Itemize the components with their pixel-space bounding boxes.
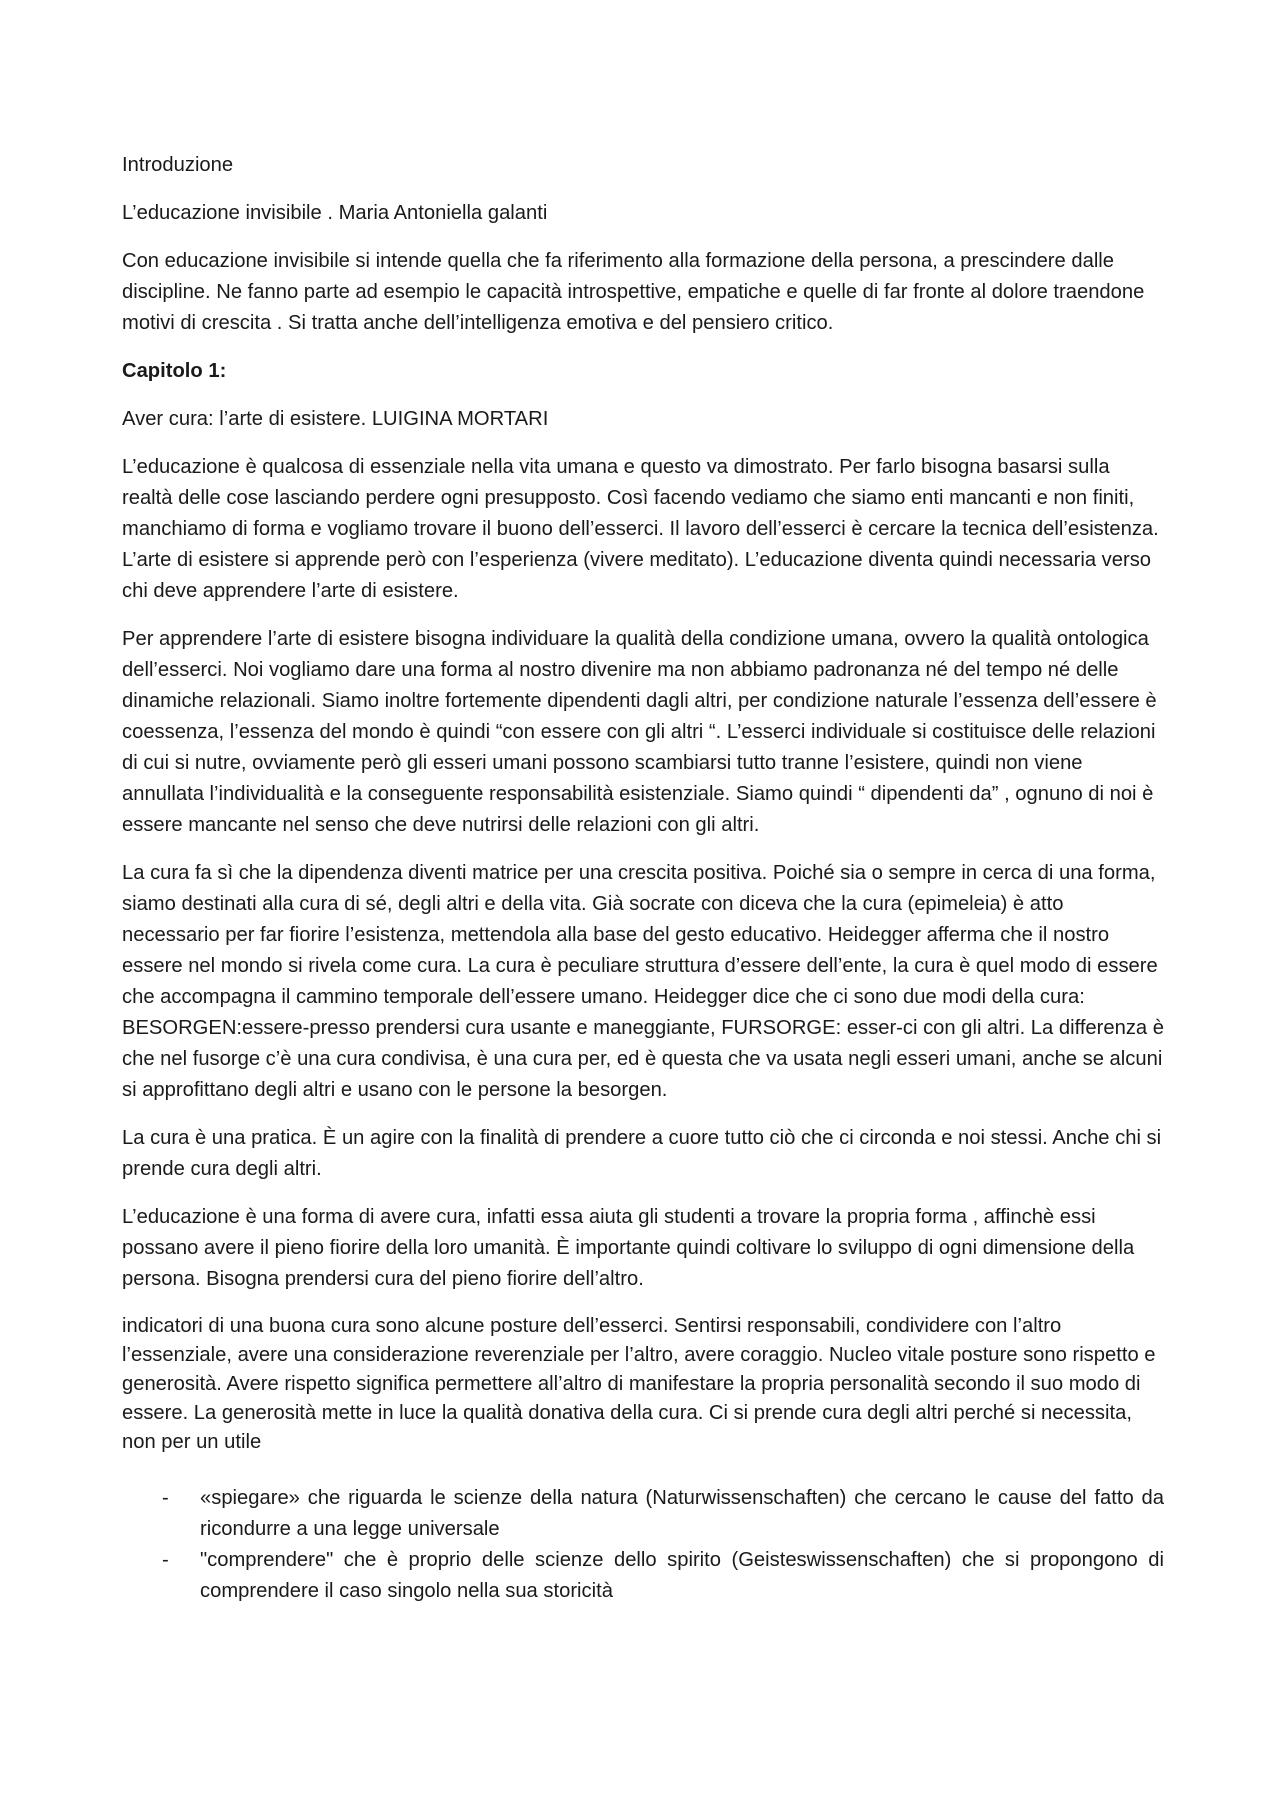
bullet-text: «spiegare» che riguarda le scienze della natura (Naturwissenschaften) che cercano le cause del fatto da ricondurre a una legge universale xyxy=(200,1487,1164,1540)
intro-heading: Introduzione xyxy=(122,154,234,176)
bullet-list xyxy=(122,1483,1164,1607)
bullet-dash: - xyxy=(162,1487,169,1509)
body-paragraph: L’educazione è una forma di avere cura, infatti essa aiuta gli studenti a trovare la propria forma , affinchè essi possano avere il pieno fiorire della loro umanità. È importante quindi coltivare lo sviluppo di ogni dimensione della persona. Bisogna prendersi cura del pieno fiorire dell’altro. xyxy=(122,1206,1135,1290)
body-paragraph: La cura fa sì che la dipendenza diventi matrice per una crescita positiva. Poiché sia o sempre in cerca di una forma, siamo destinati alla cura di sé, degli altri e della vita. Già socrate con diceva che la cura (epimeleia) è atto necessario per far fiorire l’esistenza, mettendola alla base del gesto educativo. Heidegger afferma che il nostro essere nel mondo si rivela come cura. La cura è peculiare struttura d’essere dell’ente, la cura è quel modo di essere che accompagna il cammino temporale dell’essere umano. Heidegger dice che ci sono due modi della cura: BESORGEN:essere-presso prendersi cura usante e maneggiante, FURSORGE: esser-ci con gli altri. La differenza è che nel fusorge c’è una cura condivisa, è una cura per, ed è questa che va usata negli esseri umani, anche se alcuni si approfittano degli altri e usano con le persone la besorgen. xyxy=(122,862,1164,1101)
intro-subtitle: L’educazione invisibile . Maria Antoniella galanti xyxy=(122,202,548,224)
chapter-heading: Capitolo 1: xyxy=(122,360,227,382)
bullet-text: "comprendere" che è proprio delle scienze dello spirito (Geisteswissenschaften) che si propongono di comprendere il caso singolo nella sua storicità xyxy=(200,1549,1164,1602)
intro-paragraph: Con educazione invisibile si intende quella che fa riferimento alla formazione della persona, a prescindere dalle discipline. Ne fanno parte ad esempio le capacità introspettive, empatiche e quelle di far fronte al dolore traendone motivi di crescita . Si tratta anche dell’intelligenza emotiva e del pensiero critico. xyxy=(122,250,1145,334)
bullet-item xyxy=(122,1483,1164,1545)
chapter-subtitle: Aver cura: l’arte di esistere. LUIGINA MORTARI xyxy=(122,408,549,430)
body-paragraph: Per apprendere l’arte di esistere bisogna individuare la qualità della condizione umana, ovvero la qualità ontologica dell’esserci. Noi vogliamo dare una forma al nostro divenire ma non abbiamo padronanza né del tempo né delle dinamiche relazionali. Siamo inoltre fortemente dipendenti dagli altri, per condizione naturale l’essenza dell’essere è coessenza, l’essenza del mondo è quindi “con essere con gli altri “. L’esserci individuale si costituisce delle relazioni di cui si nutre, ovviamente però gli esseri umani possono scambiarsi tutto tranne l’esistere, quindi non viene annullata l’individualità e la conseguente responsabilità esistenziale. Siamo quindi “ dipendenti da” , ognuno di noi è essere mancante nel senso che deve nutrirsi delle relazioni con gli altri. xyxy=(122,628,1157,836)
document-page xyxy=(122,150,1164,1607)
bullet-dash: - xyxy=(162,1549,169,1571)
body-paragraph: indicatori di una buona cura sono alcune posture dell’esserci. Sentirsi responsabili, condividere con l’altro l’essenziale, avere una considerazione reverenziale per l’altro, avere coraggio. Nucleo vitale posture sono rispetto e generosità. Avere rispetto significa permettere all’altro di manifestare la propria personalità secondo il suo modo di essere. La generosità mette in luce la qualità donativa della cura. Ci si prende cura degli altri perché si necessita, non per un utile xyxy=(122,1315,1156,1453)
body-paragraph: La cura è una pratica. È un agire con la finalità di prendere a cuore tutto ciò che ci circonda e noi stessi. Anche chi si prende cura degli altri. xyxy=(122,1127,1162,1180)
bullet-item xyxy=(122,1545,1164,1607)
body-paragraph: L’educazione è qualcosa di essenziale nella vita umana e questo va dimostrato. Per farlo bisogna basarsi sulla realtà delle cose lasciando perdere ogni presupposto. Così facendo vediamo che siamo enti mancanti e non finiti, manchiamo di forma e vogliamo trovare il buono dell’esserci. Il lavoro dell’esserci è cercare la tecnica dell’esistenza. L’arte di esistere si apprende però con l’esperienza (vivere meditato). L’educazione diventa quindi necessaria verso chi deve apprendere l’arte di esistere. xyxy=(122,456,1159,602)
